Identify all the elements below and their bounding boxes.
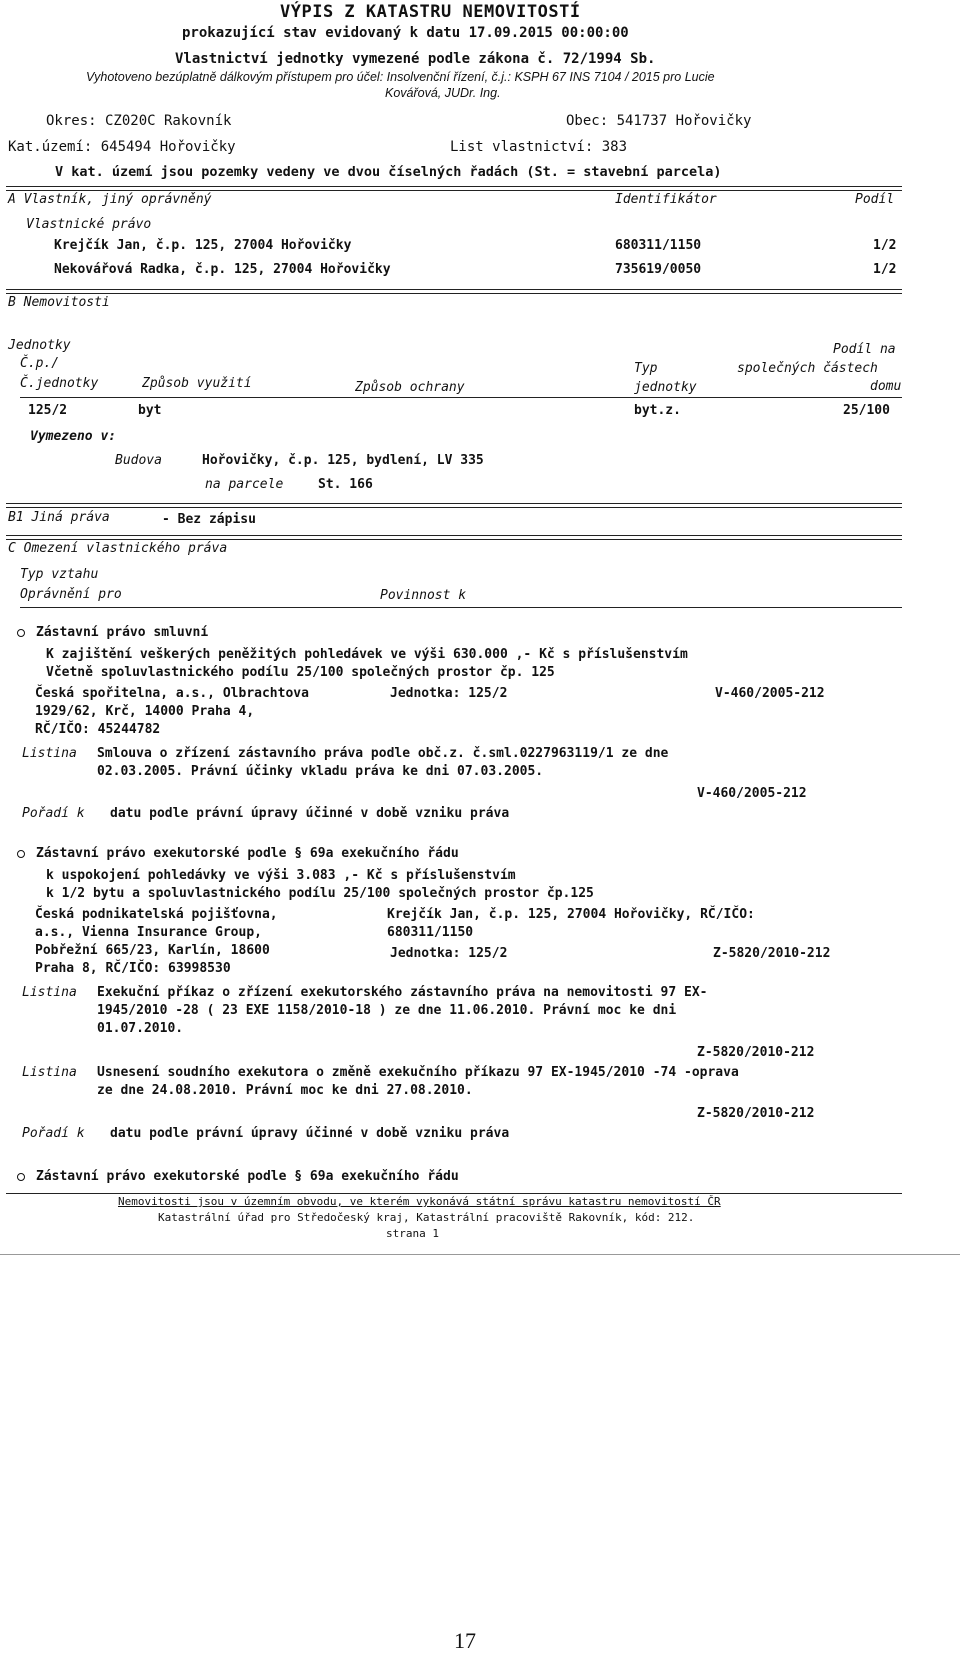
page-number: 17 (454, 1628, 476, 1653)
owner-name: Krejčík Jan, č.p. 125, 27004 Hořovičky (54, 238, 352, 253)
unit-share: 25/100 (843, 403, 890, 418)
lien-1-doc-label: Listina (22, 746, 77, 761)
col-type-1: Typ (634, 361, 658, 376)
col-share: Podíl (855, 192, 895, 207)
unit-number: 125/2 (28, 403, 68, 418)
col-entitled: Oprávnění pro (20, 587, 122, 602)
section-a-rule (6, 186, 902, 191)
col-share-3: domu (870, 379, 902, 394)
section-b-heading: B Nemovitosti (8, 295, 110, 310)
lien-2-doc-2-ref: Z-5820/2010-212 (697, 1106, 815, 1121)
owner-share: 1/2 (873, 262, 897, 277)
col-type-2: jednotky (634, 380, 697, 395)
lien-1-order-label: Pořadí k (22, 806, 85, 821)
lien-1-ref: V-460/2005-212 (715, 686, 825, 701)
lien-1-order: datu podle právní úpravy účinné v době vzniku práva (110, 806, 510, 821)
lien-1-creditor-1: Česká spořitelna, a.s., Olbrachtova (35, 686, 309, 701)
col-protection: Způsob ochrany (355, 380, 465, 395)
col-unit: Č.jednotky (20, 376, 99, 391)
kat-uzemi: Kat.území: 645494 Hořovičky (8, 139, 236, 155)
col-cp: Č.p./ (20, 356, 60, 371)
lien-2-order: datu podle právní úpravy účinné v době vzniku práva (110, 1126, 510, 1141)
lien-1-doc-2: 02.03.2005. Právní účinky vkladu práva ke dni 07.03.2005. (97, 764, 544, 779)
defined-in-label: Vymezeno v: (30, 429, 117, 444)
bullet-icon (17, 850, 25, 858)
col-identifier: Identifikátor (615, 192, 717, 207)
section-b1-value: - Bez zápisu (162, 512, 256, 527)
footer-line-2: Katastrální úřad pro Středočeský kraj, Katastrální pracoviště Rakovník, kód: 212. (158, 1211, 695, 1224)
parcel-label: na parcele (205, 477, 284, 492)
lien-2-debtor-1: Krejčík Jan, č.p. 125, 27004 Hořovičky, RČ/IČO: (387, 907, 755, 922)
lien-2-creditor-3: Pobřežní 665/23, Karlín, 18600 (35, 943, 270, 958)
lien-2-title: Zástavní právo exekutorské podle § 69a exekučního řádu (36, 846, 459, 861)
lien-1-doc-ref: V-460/2005-212 (697, 786, 807, 801)
section-b1-heading: B1 Jiná práva (8, 510, 110, 525)
section-a-heading: A Vlastník, jiný oprávněný (8, 192, 212, 207)
okres: Okres: CZ020C Rakovník (46, 113, 232, 129)
owner-name: Nekovářová Radka, č.p. 125, 27004 Hořovičky (54, 262, 391, 277)
lien-2-doc-label: Listina (22, 1065, 77, 1080)
lien-1-title: Zástavní právo smluvní (36, 625, 209, 640)
col-share-1: Podíl na (833, 342, 896, 357)
lien-1-line-2: Včetně spoluvlastnického podílu 25/100 společných prostor čp. 125 (46, 665, 555, 680)
lien-1-creditor-2: 1929/62, Krč, 14000 Praha 4, (35, 704, 255, 719)
parcel-value: St. 166 (318, 477, 373, 492)
ownership-subheading: Vlastnické právo (26, 217, 152, 232)
lien-1-doc-1: Smlouva o zřízení zástavního práva podle obč.z. č.sml.0227963119/1 ze dne (97, 746, 669, 761)
lien-1-line-1: K zajištění veškerých peněžitých pohledávek ve výši 630.000 ,- Kč s příslušenstvím (46, 647, 688, 662)
units-header-rule (20, 397, 902, 398)
section-c-rule (6, 535, 902, 540)
lien-2-doc-1b: 1945/2010 -28 ( 23 EXE 1158/2010-18 ) ze dne 11.06.2010. Právní moc ke dni (97, 1003, 677, 1018)
footer-line-1: Nemovitosti jsou v územním obvodu, ve kterém vykonává státní správu katastru nemovitostí ČR (118, 1195, 721, 1208)
lien-2-line-1: k uspokojení pohledávky ve výši 3.083 ,- Kč s příslušenstvím (46, 868, 516, 883)
footer-rule (6, 1193, 902, 1194)
building-value: Hořovičky, č.p. 125, bydlení, LV 335 (202, 453, 484, 468)
lien-3-title: Zástavní právo exekutorské podle § 69a exekučního řádu (36, 1169, 459, 1184)
purpose-line-1: Vyhotoveno bezúplatně dálkovým přístupem pro účel: Insolvenční řízení, č.j.: KSPH 67 INS 7104 / 2015 pro Lucie (86, 70, 715, 84)
obec: Obec: 541737 Hořovičky (566, 113, 752, 129)
lien-2-creditor-4: Praha 8, RČ/IČO: 63998530 (35, 961, 231, 976)
lien-2-doc-1-ref: Z-5820/2010-212 (697, 1045, 815, 1060)
lien-2-ref: Z-5820/2010-212 (713, 946, 831, 961)
document-title: VÝPIS Z KATASTRU NEMOVITOSTÍ (280, 2, 581, 22)
col-share-2: společných částech (737, 361, 878, 376)
section-c-heading: C Omezení vlastnického práva (8, 541, 228, 556)
col-obligated: Povinnost k (380, 588, 467, 603)
lien-2-doc-label: Listina (22, 985, 77, 1000)
section-b1-rule (6, 503, 902, 508)
bullet-icon (17, 629, 25, 637)
footer-line-3: strana 1 (386, 1227, 439, 1240)
bullet-icon (17, 1173, 25, 1181)
col-use: Způsob využití (142, 376, 252, 391)
lien-2-doc-2b: ze dne 24.08.2010. Právní moc ke dni 27.08.2010. (97, 1083, 473, 1098)
page-end-rule (0, 1254, 960, 1255)
lien-1-unit: Jednotka: 125/2 (390, 686, 508, 701)
section-b-rule (6, 289, 902, 294)
lien-2-creditor-2: a.s., Vienna Insurance Group, (35, 925, 262, 940)
lien-2-creditor-1: Česká podnikatelská pojišťovna, (35, 907, 278, 922)
owner-id: 735619/0050 (615, 262, 702, 277)
lien-2-debtor-2: 680311/1150 (387, 925, 474, 940)
units-label: Jednotky (8, 338, 71, 353)
lien-2-order-label: Pořadí k (22, 1126, 85, 1141)
lien-2-doc-2a: Usnesení soudního exekutora o změně exekučního příkazu 97 EX-1945/2010 -74 -oprava (97, 1065, 739, 1080)
section-c-header-rule (20, 607, 902, 608)
lien-2-line-2: k 1/2 bytu a spoluvlastnického podílu 25/100 společných prostor čp.125 (46, 886, 594, 901)
list-vlastnictvi: List vlastnictví: 383 (450, 139, 628, 155)
owner-share: 1/2 (873, 238, 897, 253)
owner-id: 680311/1150 (615, 238, 702, 253)
col-relation: Typ vztahu (20, 567, 99, 582)
law-reference: Vlastnictví jednotky vymezené podle zákona č. 72/1994 Sb. (175, 51, 656, 67)
building-label: Budova (115, 453, 162, 468)
unit-use: byt (138, 403, 162, 418)
lien-2-doc-1c: 01.07.2010. (97, 1021, 184, 1036)
unit-type: byt.z. (634, 403, 681, 418)
parcel-series-note: V kat. území jsou pozemky vedeny ve dvou číselných řadách (St. = stavební parcela) (55, 164, 722, 180)
document-subtitle: prokazující stav evidovaný k datu 17.09.2015 00:00:00 (182, 25, 629, 41)
lien-1-creditor-3: RČ/IČO: 45244782 (35, 722, 161, 737)
lien-2-debtor-3: Jednotka: 125/2 (390, 946, 508, 961)
purpose-line-2: Kovářová, JUDr. Ing. (385, 86, 501, 100)
lien-2-doc-1a: Exekuční příkaz o zřízení exekutorského zástavního práva na nemovitosti 97 EX- (97, 985, 708, 1000)
